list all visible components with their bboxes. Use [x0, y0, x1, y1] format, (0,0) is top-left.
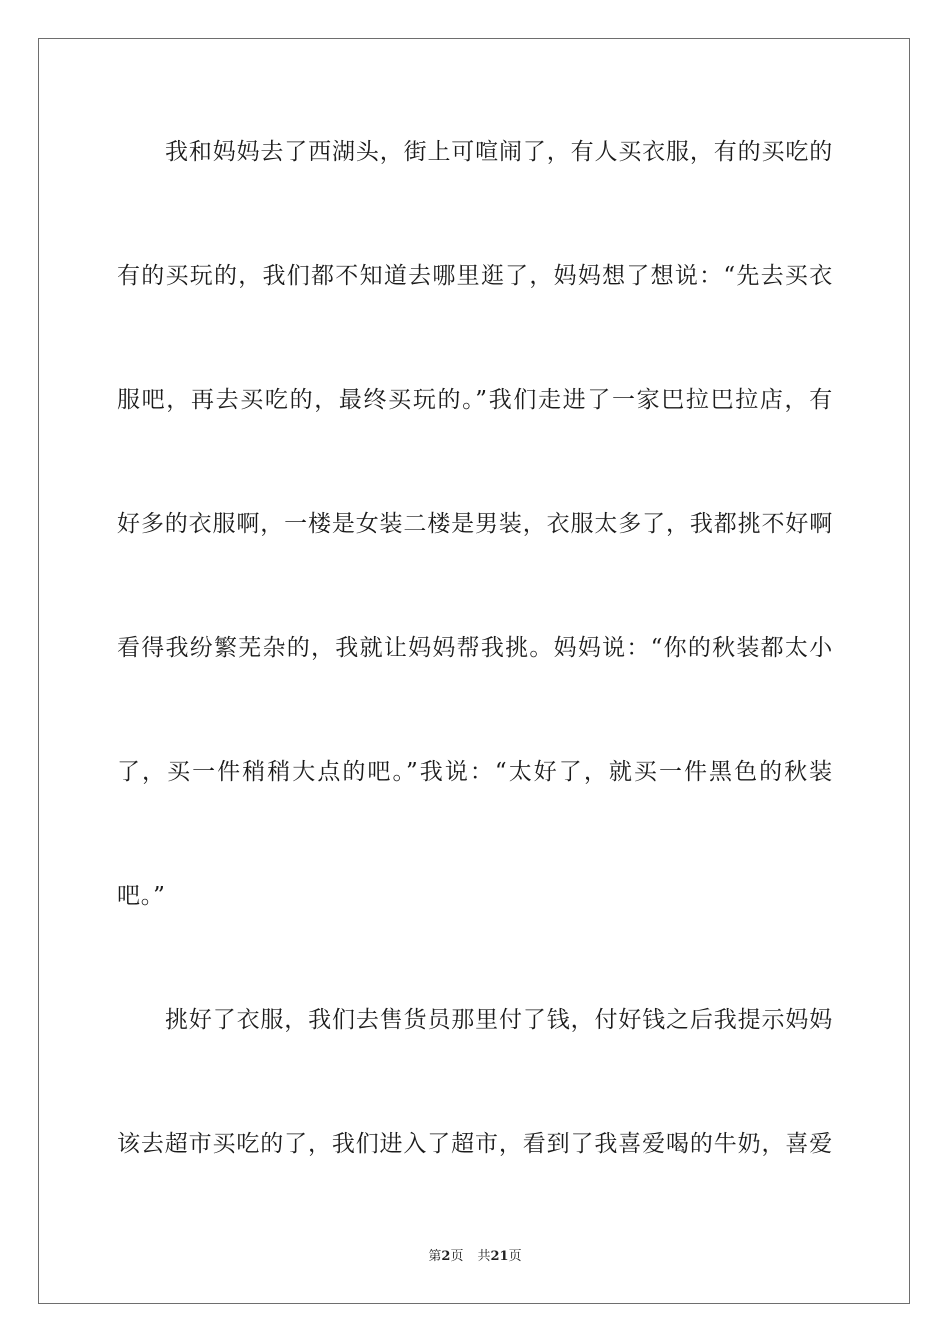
paragraph-1-line-4: 好多的衣服啊，一楼是女装二楼是男装，衣服太多了，我都挑不好啊: [117, 511, 833, 537]
total-suffix: 页: [508, 1249, 522, 1264]
paragraph-2-line-2: 该去超市买吃的了，我们进入了超市，看到了我喜爱喝的牛奶，喜爱: [117, 1131, 833, 1157]
paragraph-1-line-2: 有的买玩的，我们都不知道去哪里逛了，妈妈想了想说：“先去买衣: [117, 263, 833, 289]
paragraph-1-line-7: 吧。”: [117, 883, 166, 909]
paragraph-1-line-6: 了，买一件稍稍大点的吧。”我说：“太好了，就买一件黑色的秋装: [117, 759, 833, 785]
paragraph-1-line-3: 服吧，再去买吃的，最终买玩的。”我们走进了一家巴拉巴拉店，有: [117, 387, 833, 413]
page-border: [38, 38, 910, 1304]
paragraph-1-line-5: 看得我纷繁芜杂的，我就让妈妈帮我挑。妈妈说：“你的秋装都太小: [117, 635, 833, 661]
total-prefix: 共: [477, 1249, 491, 1264]
total-pages: 21: [490, 1249, 509, 1264]
paragraph-1-line-1: 我和妈妈去了西湖头，街上可喧闹了，有人买衣服，有的买吃的: [165, 139, 833, 165]
paragraph-2-line-1: 挑好了衣服，我们去售货员那里付了钱，付好钱之后我提示妈妈: [165, 1007, 833, 1033]
page-number: 2: [441, 1249, 451, 1264]
page-suffix: 页: [450, 1249, 464, 1264]
page-footer: [0, 1248, 950, 1266]
page-prefix: 第: [428, 1249, 442, 1264]
